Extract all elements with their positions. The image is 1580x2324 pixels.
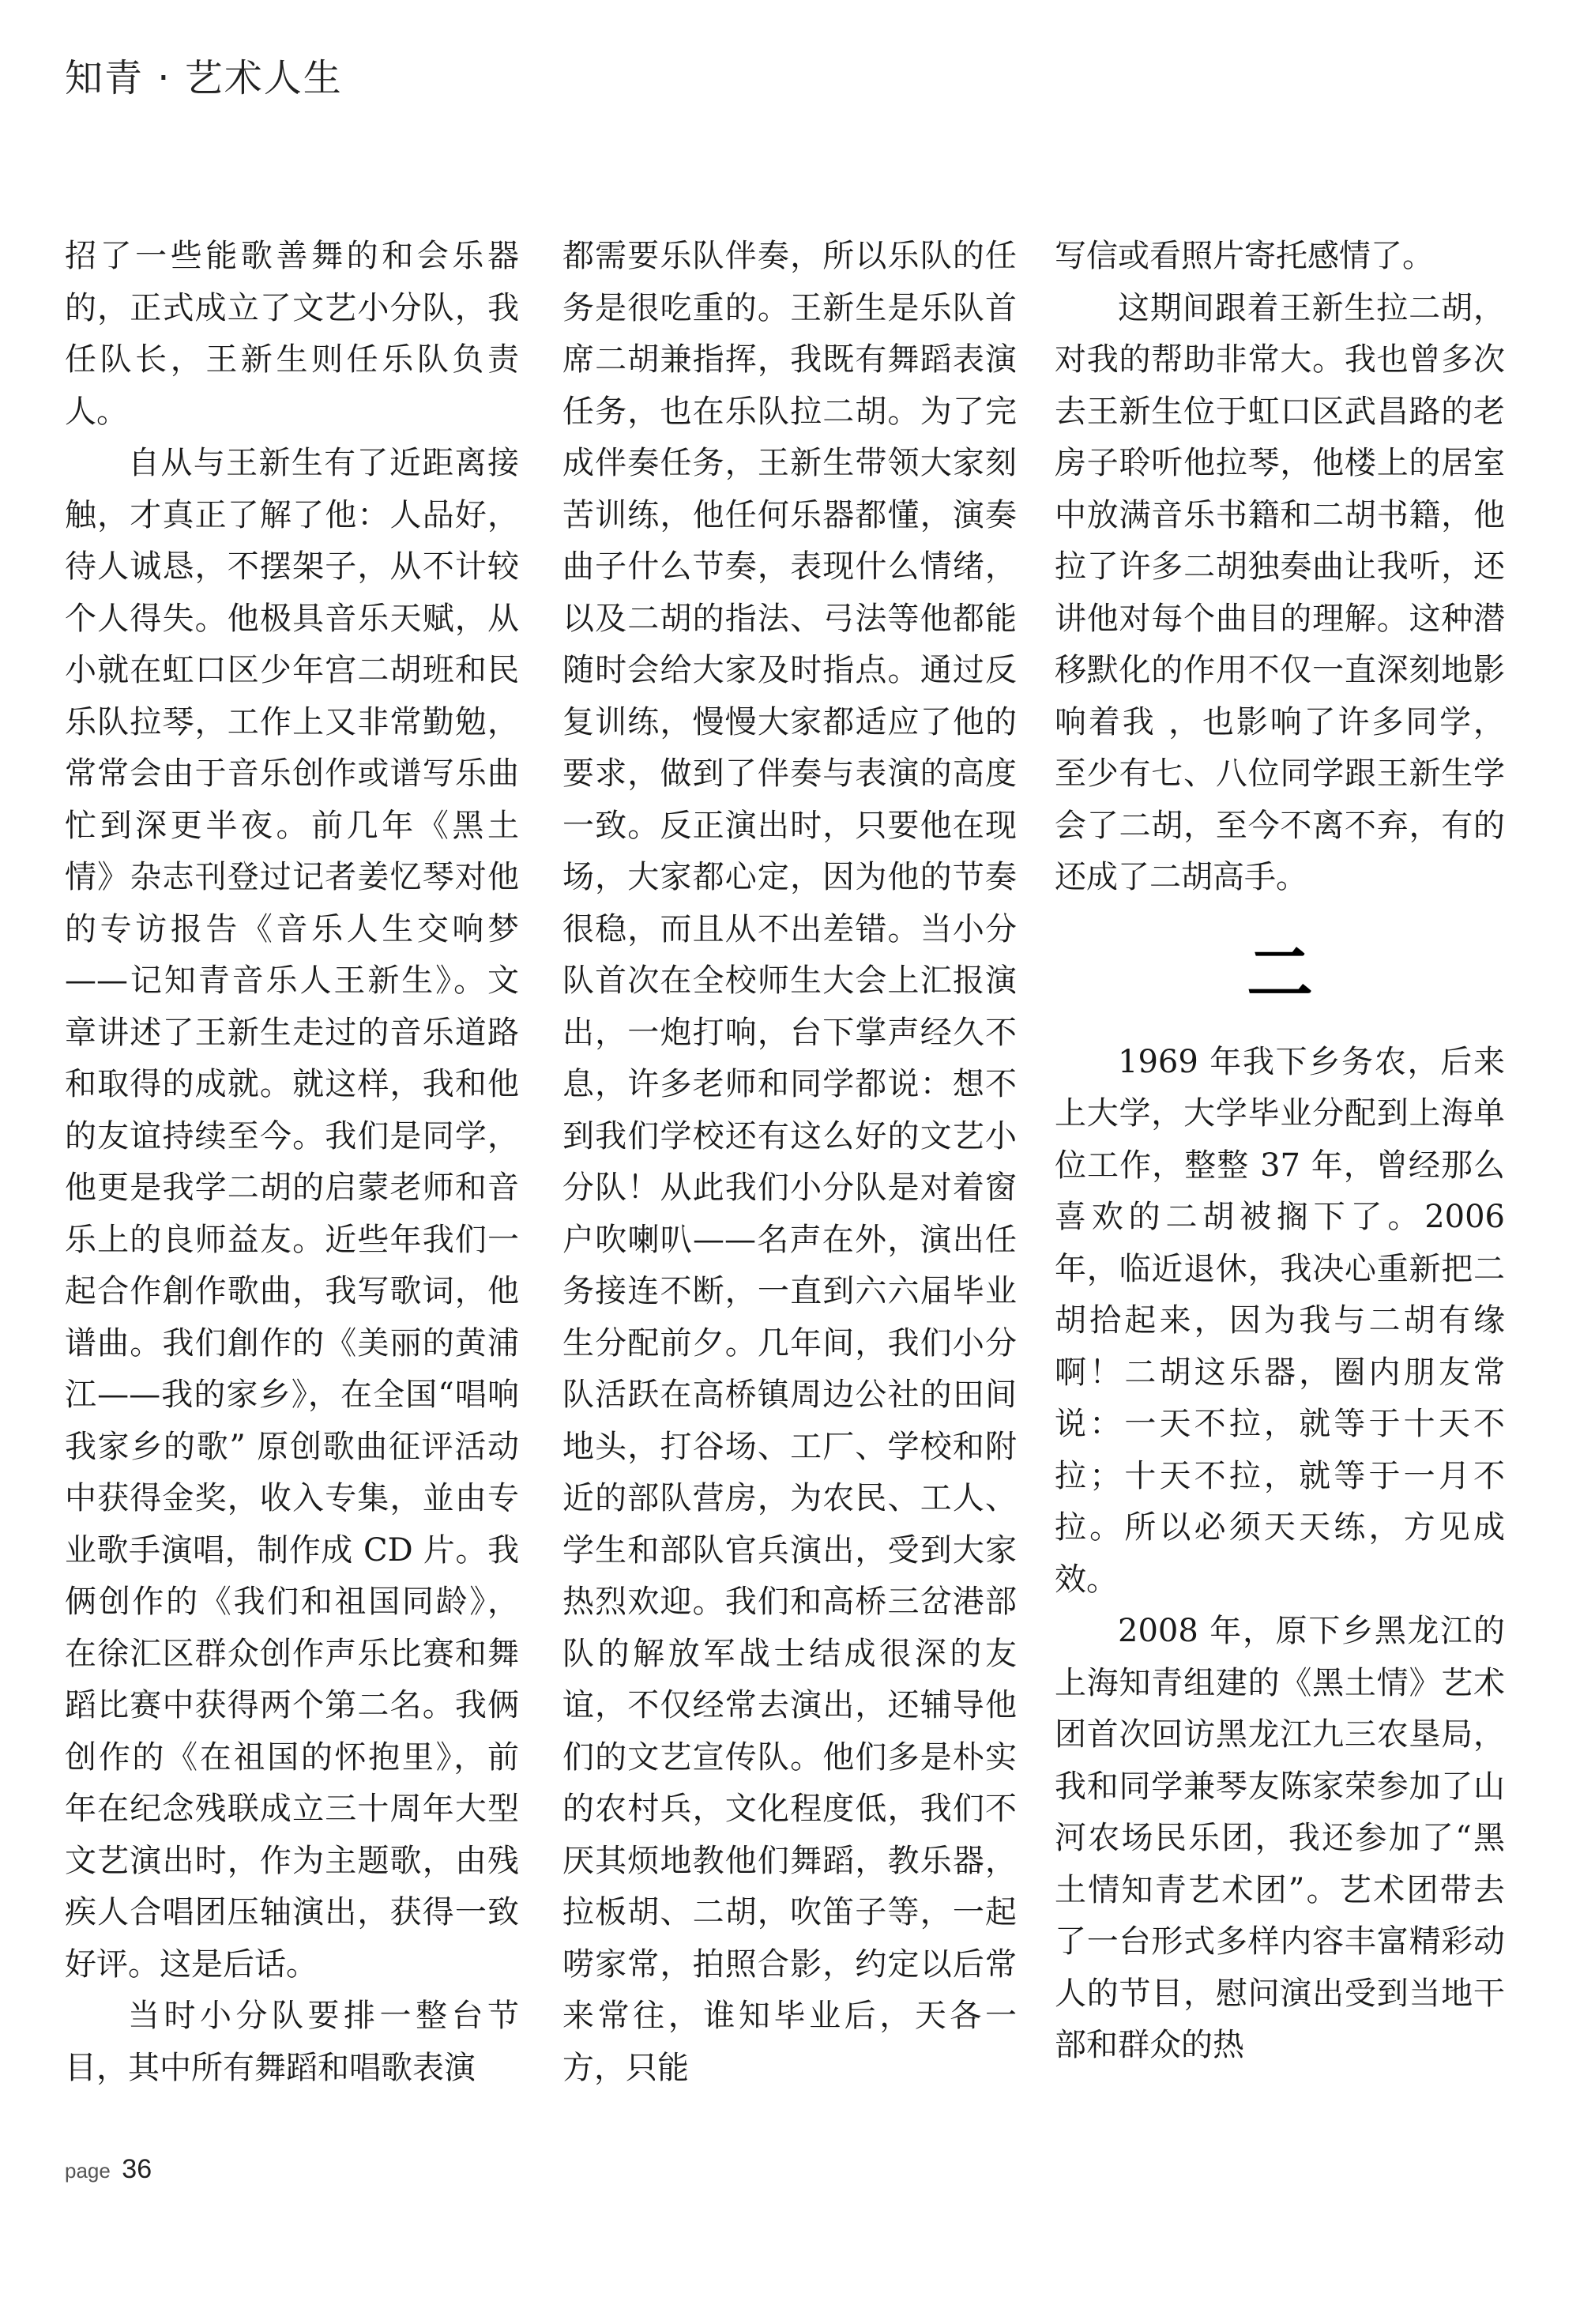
section-number-heading: 二	[1246, 934, 1313, 1012]
section-header: 知青 · 艺术人生	[65, 56, 343, 100]
paragraph: 1969 年我下乡务农，后来上大学，大学毕业分配到上海单位工作，整整 37 年，曾经那么喜欢的二胡被搁下了。2006 年，临近退休，我决心重新把二胡拾起来，因为我与二胡有缘啊！二胡这乐器，圈内朋友常说：一天不拉，就等于十天不拉；十天不拉，就等于一月不拉。所以必须天天练，方见成效。	[1055, 1043, 1505, 1598]
paragraph: 都需要乐队伴奏，所以乐队的任务是很吃重的。王新生是乐队首席二胡兼指挥，我既有舞蹈表演任务，也在乐队拉二胡。为了完成伴奏任务，王新生带领大家刻苦训练，他任何乐器都懂，演奏曲子什么节奏，表现什么情绪，以及二胡的指法、弓法等他都能随时会给大家及时指点。通过反复训练，慢慢大家都适应了他的要求，做到了伴奏与表演的高度一致。反正演出时，只要他在现场，大家都心定，因为他的节奏很稳，而且从不出差错。当小分队首次在全校师生大会上汇报演出，一炮打响，台下掌声经久不息，许多老师和同学都说：想不到我们学校还有这么好的文艺小分队！从此我们小分队是对着窗户吹喇叭——名声在外，演出任务接连不断，一直到六六届毕业生分配前夕。几年间，我们小分队活跃在高桥镇周边公社的田间地头，打谷场、工厂、学校和附近的部队营房，为农民、工人、学生和部队官兵演出，受到大家热烈欢迎。我们和高桥三岔港部队的解放军战士结成很深的友谊，不仅经常去演出，还辅导他们的文艺宣传队。他们多是朴实的农村兵，文化程度低，我们不厌其烦地教他们舞蹈，教乐器，拉板胡、二胡，吹笛子等，一起唠家常，拍照合影，约定以后常来常往，谁知毕业后，天各一方，只能	[562, 238, 1017, 2086]
paragraph: 招了一些能歌善舞的和会乐器的，正式成立了文艺小分队，我任队长，王新生则任乐队负责人。	[65, 238, 519, 430]
paragraph: 2008 年，原下乡黑龙江的上海知青组建的《黑土情》艺术团首次回访黑龙江九三农垦局，我和同学兼琴友陈家荣参加了山河农场民乐团，我还参加了“黑土情知青艺术团”。艺术团带去了一台形式多样内容丰富精彩动人的节目，慰问演出受到当地干部和群众的热	[1055, 1613, 1505, 2063]
text-column-1	[65, 231, 519, 2094]
page-footer	[65, 2154, 152, 2185]
paragraph: 这期间跟着王新生拉二胡，对我的帮助非常大。我也曾多次去王新生位于虹口区武昌路的老房子聆听他拉琴，他楼上的居室中放满音乐书籍和二胡书籍，他拉了许多二胡独奏曲让我听，还讲他对每个曲目的理解。这种潜移默化的作用不仅一直深刻地影响着我 ，也影响了许多同学，至少有七、八位同学跟王新生学会了二胡，至今不离不弃，有的还成了二胡高手。	[1055, 289, 1505, 895]
page-number: 36	[122, 2154, 152, 2184]
paragraph: 写信或看照片寄托感情了。	[1055, 238, 1434, 274]
paragraph: 自从与王新生有了近距离接触，才真正了解了他：人品好，待人诚恳，不摆架子，从不计较个人得失。他极具音乐天赋，从小就在虹口区少年宫二胡班和民乐队拉琴，工作上又非常勤勉，常常会由于音乐创作或谱写乐曲忙到深更半夜。前几年《黑土情》杂志刊登过记者姜忆琴对他的专访报告《音乐人生交响梦——记知青音乐人王新生》。文章讲述了王新生走过的音乐道路和取得的成就。就这样，我和他的友谊持续至今。我们是同学，他更是我学二胡的启蒙老师和音乐上的良师益友。近些年我们一起合作創作歌曲，我写歌词，他谱曲。我们創作的《美丽的黄浦江——我的家乡》，在全国“唱响我家乡的歌” 原创歌曲征评活动中获得金奖，收入专集，並由专业歌手演唱，制作成 CD 片。我俩创作的《我们和祖国同龄》，在徐汇区群众创作声乐比赛和舞蹈比赛中获得两个第二名。我俩创作的《在祖国的怀抱里》，前年在纪念残联成立三十周年大型文艺演出时，作为主题歌，由残疾人合唱团压轴演出，获得一致好评。这是后话。	[65, 445, 519, 1983]
paragraph: 当时小分队要排一整台节目，其中所有舞蹈和唱歌表演	[65, 1998, 519, 2086]
text-column-2	[562, 231, 1017, 2094]
text-column-3	[1055, 231, 1505, 2072]
page-label: page	[65, 2159, 111, 2183]
